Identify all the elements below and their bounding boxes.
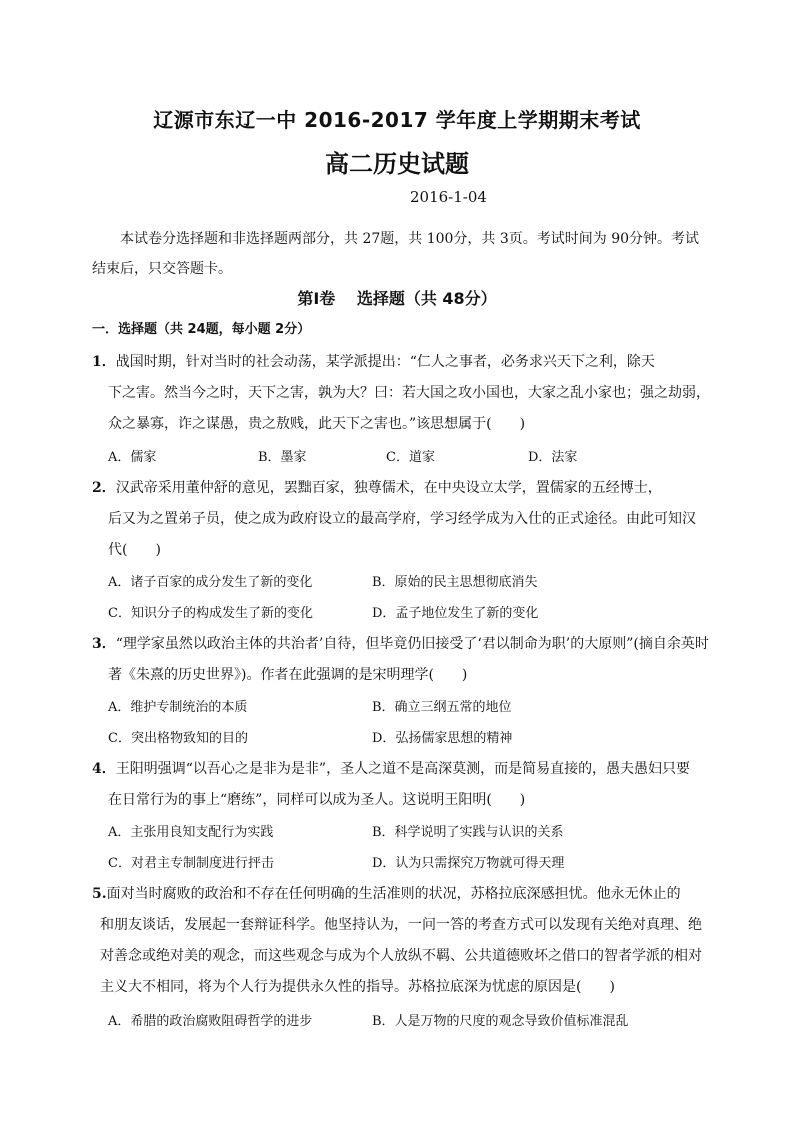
question-5-option-a: A．希腊的政治腐败阻碍哲学的进步 <box>108 1014 313 1029</box>
question-2-option-c: C．知识分子的构成发生了新的变化 <box>108 606 313 621</box>
question-text: 王阳明强调“以吾心之是非为是非”，圣人之道不是高深莫测，而是简易直接的，愚夫愚妇只要 <box>115 761 691 777</box>
question-text: 战国时期，针对当时的社会动荡，某学派提出：“仁人之事者，必务求兴天下之利，除天 <box>115 354 655 370</box>
question-2-option-b: B．原始的民主思想彻底消失 <box>372 575 538 590</box>
question-5-option-b: B．人是万物的尺度的观念导致价值标准混乱 <box>372 1014 629 1029</box>
question-3-option-c: C．突出格物致知的目的 <box>108 731 248 746</box>
question-number: 2． <box>92 480 116 496</box>
question-4-option-b: B．科学说明了实践与认识的关系 <box>372 825 564 840</box>
question-text: 面对当时腐败的政治和不存在任何明确的生活准则的状况，苏格拉底深感担忧。他永无休止的 <box>106 886 681 902</box>
question-5-line-1 <box>92 883 681 903</box>
question-2-option-a: A．诸子百家的成分发生了新的变化 <box>108 575 313 590</box>
question-1-option-a: A．儒家 <box>108 450 157 465</box>
question-2-line-2: 后又为之置弟子员，使之成为政府设立的最高学府，学习经学成为入仕的正式途径。由此可知汉 <box>108 511 696 527</box>
exam-subtitle: 高二历史试题 <box>325 150 469 178</box>
intro-line-1: 本试卷分选择题和非选择题两部分，共 27题，共 100分，共 3页。考试时间为 90分钟。考试 <box>120 231 700 247</box>
question-2-option-d: D．孟子地位发生了新的变化 <box>372 606 539 621</box>
question-1-option-c: C．道家 <box>386 450 435 465</box>
question-4-option-c: C．对君主专制制度进行抨击 <box>108 856 274 871</box>
question-5-line-4: 主义大不相同，将为个人行为提供永久性的指导。苏格拉底深为忧虑的原因是( ) <box>100 979 615 995</box>
question-3-line-2: 著《朱熹的历史世界》)。作者在此强调的是宋明理学( ) <box>108 667 468 683</box>
question-5-line-2: 和朋友谈话，发展起一套辩证科学。他坚持认为，一问一答的考查方式可以发现有关绝对真理、绝 <box>100 917 702 933</box>
exam-date: 2016-1-04 <box>410 188 487 206</box>
question-1-line-1 <box>92 351 655 371</box>
question-2-line-3: 代( ) <box>108 542 161 558</box>
question-1-line-3: 众之暴寡，诈之谋愚，贵之敖贱，此天下之害也。”该思想属于( ) <box>108 416 526 432</box>
question-number: 5. <box>92 886 107 902</box>
question-text: 汉武帝采用董仲舒的意见，罢黜百家，独尊儒术，在中央设立太学，置儒家的五经博士， <box>115 480 662 496</box>
question-4-option-d: D．认为只需探究万物就可得天理 <box>372 856 565 871</box>
question-3-option-d: D．弘扬儒家思想的精神 <box>372 731 513 746</box>
question-3-option-a: A．维护专制统治的本质 <box>108 700 248 715</box>
question-1-option-d: D．法家 <box>528 450 578 465</box>
question-4-line-2: 在日常行为的事上“磨练”，同样可以成为圣人。这说明王阳明( ) <box>108 792 526 808</box>
question-4-option-a: A．主张用良知支配行为实践 <box>108 825 274 840</box>
question-number: 1． <box>92 354 116 370</box>
question-number: 3． <box>92 636 116 652</box>
question-2-line-1 <box>92 477 662 497</box>
question-3-option-b: B．确立三纲五常的地位 <box>372 700 512 715</box>
question-number: 4． <box>92 761 116 777</box>
question-3-line-1 <box>92 633 709 653</box>
question-1-option-b: B．墨家 <box>258 450 307 465</box>
section-title: 第Ⅰ卷 选择题（共 48分） <box>297 289 497 308</box>
question-4-line-1 <box>92 758 690 778</box>
exam-title: 辽源市东辽一中 2016-2017 学年度上学期期末考试 <box>153 108 641 132</box>
question-text: “理学家虽然以政治主体的共治者’自待，但毕竟仍旧接受了‘君以制命为职’的大原则”(摘自余英时 <box>115 636 709 652</box>
part-heading: 一．选择题（共 24题，每小题 2分） <box>92 322 311 337</box>
question-1-line-2: 下之害。然当今之时，天下之害，孰为大？曰：若大国之攻小国也，大家之乱小家也；强之劫弱， <box>108 385 710 401</box>
question-5-line-3: 对善念或绝对美的观念，而这些观念与成为个人放纵不羁、公共道德败坏之借口的智者学派的相对 <box>100 948 702 964</box>
intro-line-2: 结束后，只交答题卡。 <box>92 261 232 277</box>
